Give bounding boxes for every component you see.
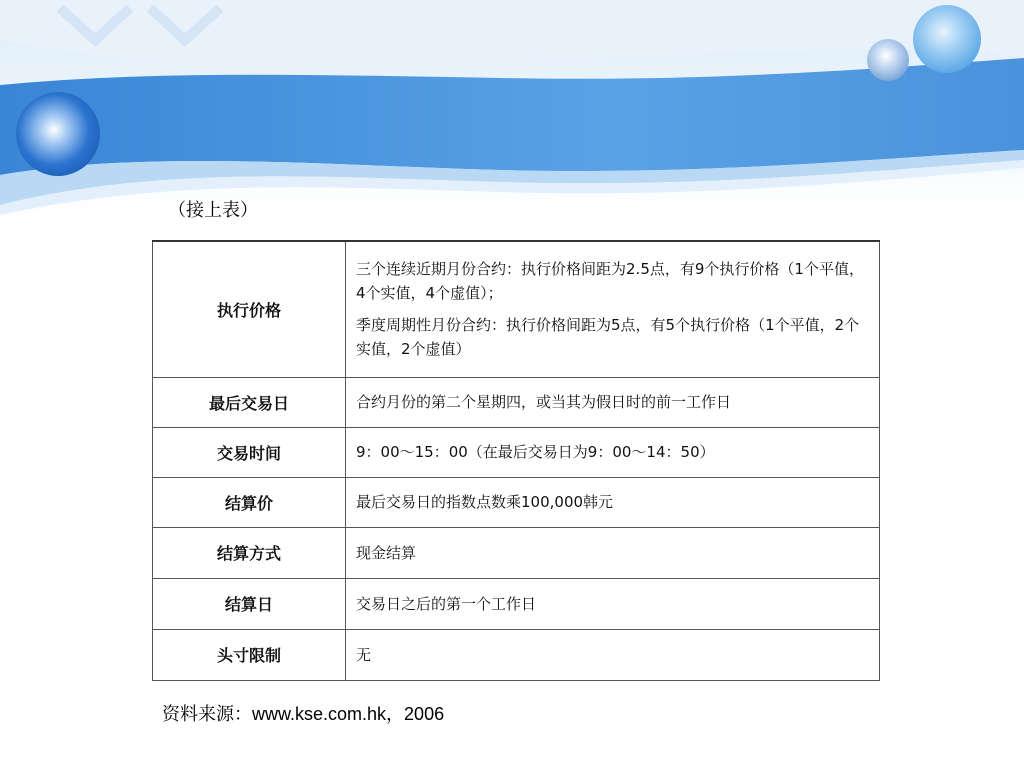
row-value: 现金结算 <box>346 527 880 578</box>
table-row <box>153 477 880 527</box>
row-label: 最后交易日 <box>153 377 346 427</box>
right-orb <box>913 5 981 73</box>
table-row <box>153 578 880 629</box>
table-row <box>153 527 880 578</box>
row-label: 结算日 <box>153 578 346 629</box>
row-value: 合约月份的第二个星期四，或当其为假日时的前一工作日 <box>346 377 880 427</box>
row-label: 结算方式 <box>153 527 346 578</box>
value-paragraph: 季度周期性月份合约：执行价格间距为5点，有5个执行价格（1个平值，2个实值，2个虚值） <box>356 316 860 359</box>
source-label: 资料来源： <box>162 704 252 725</box>
contract-spec-table <box>152 240 880 681</box>
row-value: 交易日之后的第一个工作日 <box>346 578 880 629</box>
source-link[interactable]: www.kse.com.hk <box>252 704 387 724</box>
source-citation <box>162 700 444 726</box>
table-row <box>153 629 880 680</box>
row-value: 无 <box>346 629 880 680</box>
left-orb <box>16 92 100 176</box>
row-value <box>346 241 880 377</box>
small-orb <box>867 39 909 81</box>
table-row <box>153 377 880 427</box>
row-value: 最后交易日的指数点数乘100,000韩元 <box>346 477 880 527</box>
table-row <box>153 241 880 377</box>
table-row <box>153 427 880 477</box>
row-label: 交易时间 <box>153 427 346 477</box>
header-banner <box>0 0 1024 215</box>
row-label: 执行价格 <box>153 241 346 377</box>
row-label: 结算价 <box>153 477 346 527</box>
row-value: 9：00～15：00（在最后交易日为9：00～14：50） <box>346 427 880 477</box>
source-year: ，2006 <box>386 704 445 724</box>
value-paragraph: 三个连续近期月份合约：执行价格间距为2.5点，有9个执行价格（1个平值，4个实值，4个虚值）； <box>356 260 864 303</box>
row-label: 头寸限制 <box>153 629 346 680</box>
continued-table-note: （接上表） <box>168 200 258 221</box>
